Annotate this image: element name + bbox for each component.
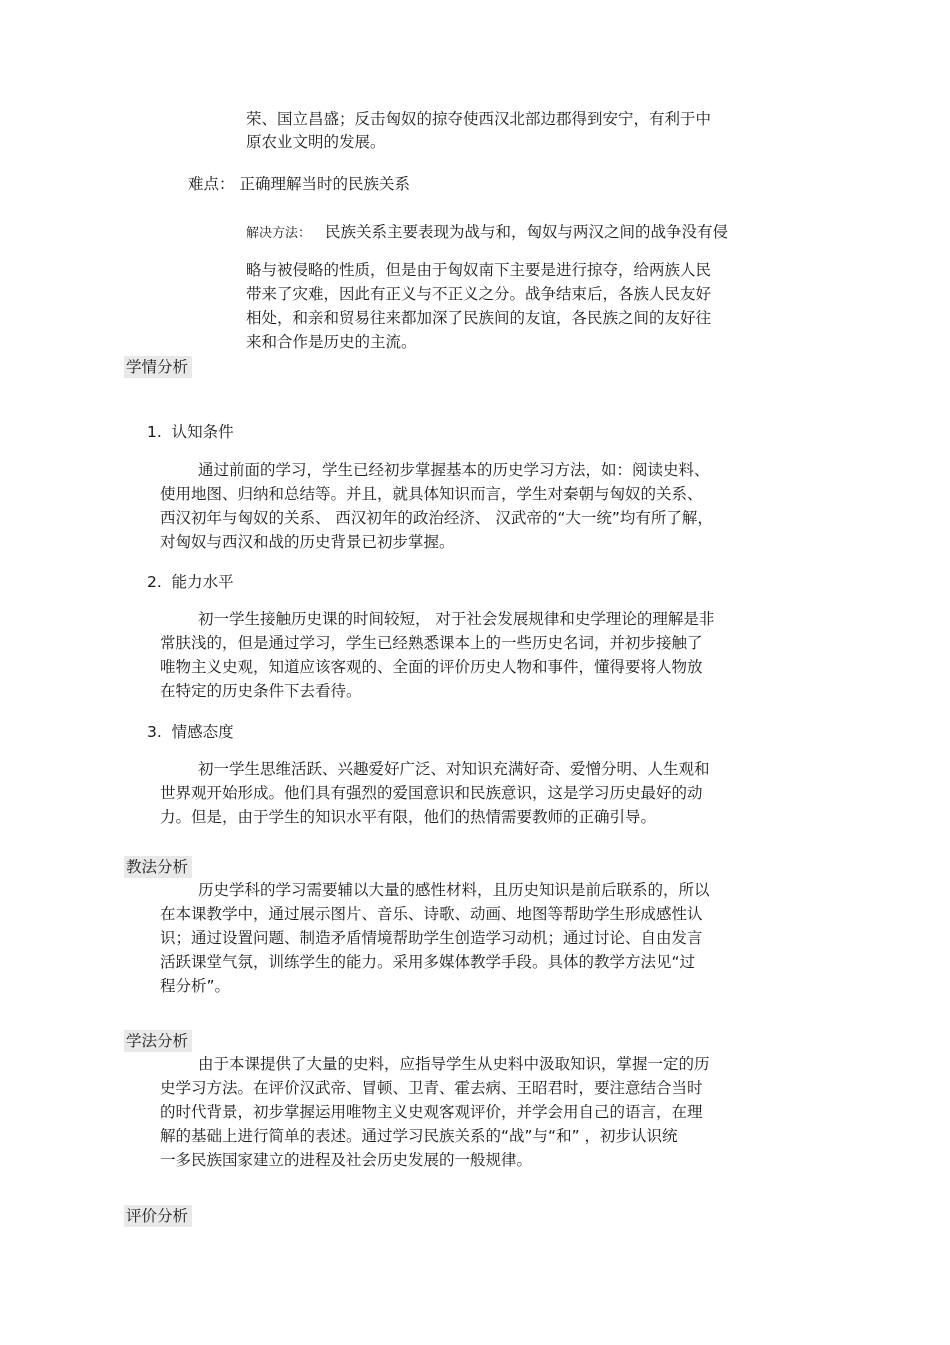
study-line-2: 史学习方法。在评价汉武帝、冒顿、卫青、霍去病、王昭君时，要注意结合当时 bbox=[160, 1079, 703, 1097]
item-title: 能力水平 bbox=[171, 573, 234, 591]
learner-analysis-heading: 学情分析 bbox=[124, 356, 192, 378]
difficulty-label: 难点： bbox=[188, 175, 235, 193]
difficulty-text: 正确理解当时的民族关系 bbox=[239, 175, 410, 193]
learner-item-1-line-4: 对匈奴与西汉和战的历史背景已初步掌握。 bbox=[160, 533, 455, 551]
learner-item-1-line-2: 使用地图、归纳和总结等。并且，就具体知识而言，学生对秦朝与匈奴的关系、 bbox=[160, 485, 703, 503]
learner-item-3-line-2: 世界观开始形成。他们具有强烈的爱国意识和民族意识，这是学习历史最好的动 bbox=[160, 784, 703, 802]
teaching-line-3: 识；通过设置问题、制造矛盾情境帮助学生创造学习动机；通过讨论、自由发言 bbox=[160, 929, 703, 947]
teaching-line-5: 程分析”。 bbox=[160, 977, 231, 995]
teaching-line-1: 历史学科的学习需要辅以大量的感性材料，且历史知识是前后联系的，所以 bbox=[198, 881, 710, 899]
item-number: 3. bbox=[147, 723, 162, 741]
solution-line-4: 来和合作是历史的主流。 bbox=[246, 333, 417, 351]
evaluation-analysis-heading: 评价分析 bbox=[124, 1205, 192, 1227]
study-line-1: 由于本课提供了大量的史料，应指导学生从史料中汲取知识，掌握一定的历 bbox=[198, 1055, 710, 1073]
item-number: 2. bbox=[147, 573, 162, 591]
learner-item-1-heading bbox=[147, 421, 234, 443]
key-point-line-1: 荣、国立昌盛；反击匈奴的掠夺使西汉北部边郡得到安宁，有利于中 bbox=[246, 110, 712, 128]
item-title: 情感态度 bbox=[171, 723, 234, 741]
learner-item-1-line-1: 通过前面的学习，学生已经初步掌握基本的历史学习方法，如：阅读史料、 bbox=[198, 461, 710, 479]
learner-item-2-line-1: 初一学生接触历史课的时间较短， 对于社会发展规律和史学理论的理解是非 bbox=[198, 610, 715, 628]
learner-item-2-line-4: 在特定的历史条件下去看待。 bbox=[160, 682, 362, 700]
study-analysis-heading: 学法分析 bbox=[124, 1030, 192, 1052]
study-line-3: 的时代背景，初步掌握运用唯物主义史观客观评价，并学会用自己的语言，在理 bbox=[160, 1103, 703, 1121]
study-line-4: 解的基础上进行简单的表述。通过学习民族关系的“战”与“和” ，初步认识统 bbox=[160, 1127, 678, 1145]
solution-first-row bbox=[246, 221, 728, 245]
solution-line-2: 带来了灾难，因此有正义与不正义之分。战争结束后，各族人民友好 bbox=[246, 285, 712, 303]
learner-item-2-heading bbox=[147, 571, 234, 593]
learner-item-3-heading bbox=[147, 721, 234, 743]
difficulty-row bbox=[188, 173, 410, 195]
study-line-5: 一多民族国家建立的进程及社会历史发展的一般规律。 bbox=[160, 1151, 533, 1169]
learner-item-2-line-3: 唯物主义史观，知道应该客观的、全面的评价历史人物和事件，懂得要将人物放 bbox=[160, 658, 703, 676]
solution-line-1: 略与被侵略的性质，但是由于匈奴南下主要是进行掠夺，给两族人民 bbox=[246, 261, 712, 279]
item-title: 认知条件 bbox=[171, 423, 234, 441]
learner-item-3-line-1: 初一学生思维活跃、兴趣爱好广泛、对知识充满好奇、爱憎分明、人生观和 bbox=[198, 760, 710, 778]
solution-label: 解决方法： bbox=[246, 226, 312, 241]
teaching-analysis-heading: 教法分析 bbox=[124, 856, 192, 878]
learner-item-1-line-3: 西汉初年与匈奴的关系、 西汉初年的政治经济、 汉武帝的“大一统”均有所了解， bbox=[160, 509, 713, 527]
key-point-line-2: 原农业文明的发展。 bbox=[246, 133, 386, 151]
item-number: 1. bbox=[147, 423, 162, 441]
learner-item-2-line-2: 常肤浅的，但是通过学习，学生已经熟悉课本上的一些历史名词，并初步接触了 bbox=[160, 634, 703, 652]
teaching-line-4: 活跃课堂气氛，训练学生的能力。采用多媒体教学手段。具体的教学方法见“过 bbox=[160, 953, 696, 971]
learner-item-3-line-3: 力。但是，由于学生的知识水平有限，他们的热情需要教师的正确引导。 bbox=[160, 808, 657, 826]
teaching-line-2: 在本课教学中，通过展示图片、音乐、诗歌、动画、地图等帮助学生形成感性认 bbox=[160, 905, 703, 923]
solution-first-text: 民族关系主要表现为战与和，匈奴与两汉之间的战争没有侵 bbox=[325, 223, 729, 241]
solution-line-3: 相处，和亲和贸易往来都加深了民族间的友谊，各民族之间的友好往 bbox=[246, 309, 712, 327]
